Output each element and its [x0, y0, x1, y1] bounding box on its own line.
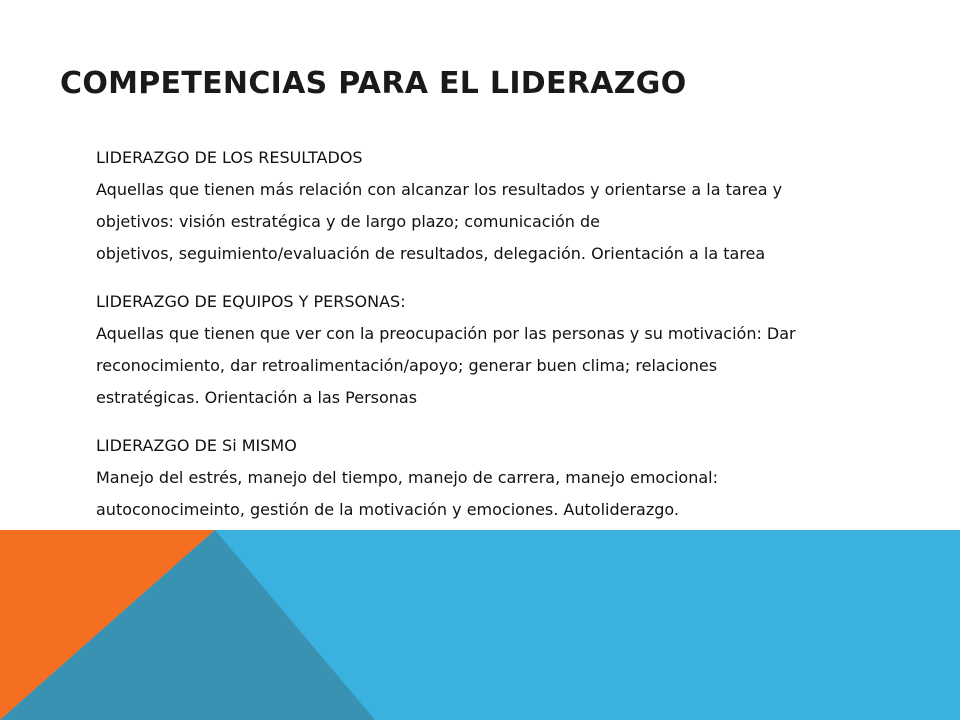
- section-heading: LIDERAZGO DE EQUIPOS Y PERSONAS:: [96, 292, 406, 311]
- section-line: reconocimiento, dar retroalimentación/apoyo; generar buen clima; relaciones: [96, 356, 718, 375]
- section-line: objetivos: visión estratégica y de largo plazo; comunicación de: [96, 212, 601, 231]
- spacer: [96, 414, 916, 430]
- section-line: Aquellas que tienen más relación con alcanzar los resultados y orientarse a la tarea y: [96, 180, 783, 199]
- section-heading: LIDERAZGO DE LOS RESULTADOS: [96, 148, 363, 167]
- section-line: objetivos, seguimiento/evaluación de resultados, delegación. Orientación a la tarea: [96, 244, 766, 263]
- section-line: estratégicas. Orientación a las Personas: [96, 388, 418, 407]
- slide-title: COMPETENCIAS PARA EL LIDERAZGO: [60, 66, 687, 101]
- section-results: [96, 142, 916, 270]
- section-teams-people: [96, 286, 916, 414]
- section-line: autoconocimeinto, gestión de la motivación y emociones. Autoliderazgo.: [96, 500, 679, 519]
- slide-body: [96, 142, 916, 526]
- section-heading: LIDERAZGO DE Si MISMO: [96, 436, 297, 455]
- section-self: [96, 430, 916, 526]
- section-line: Aquellas que tienen que ver con la preocupación por las personas y su motivación: Dar: [96, 324, 796, 343]
- spacer: [96, 270, 916, 286]
- section-line: Manejo del estrés, manejo del tiempo, manejo de carrera, manejo emocional:: [96, 468, 718, 487]
